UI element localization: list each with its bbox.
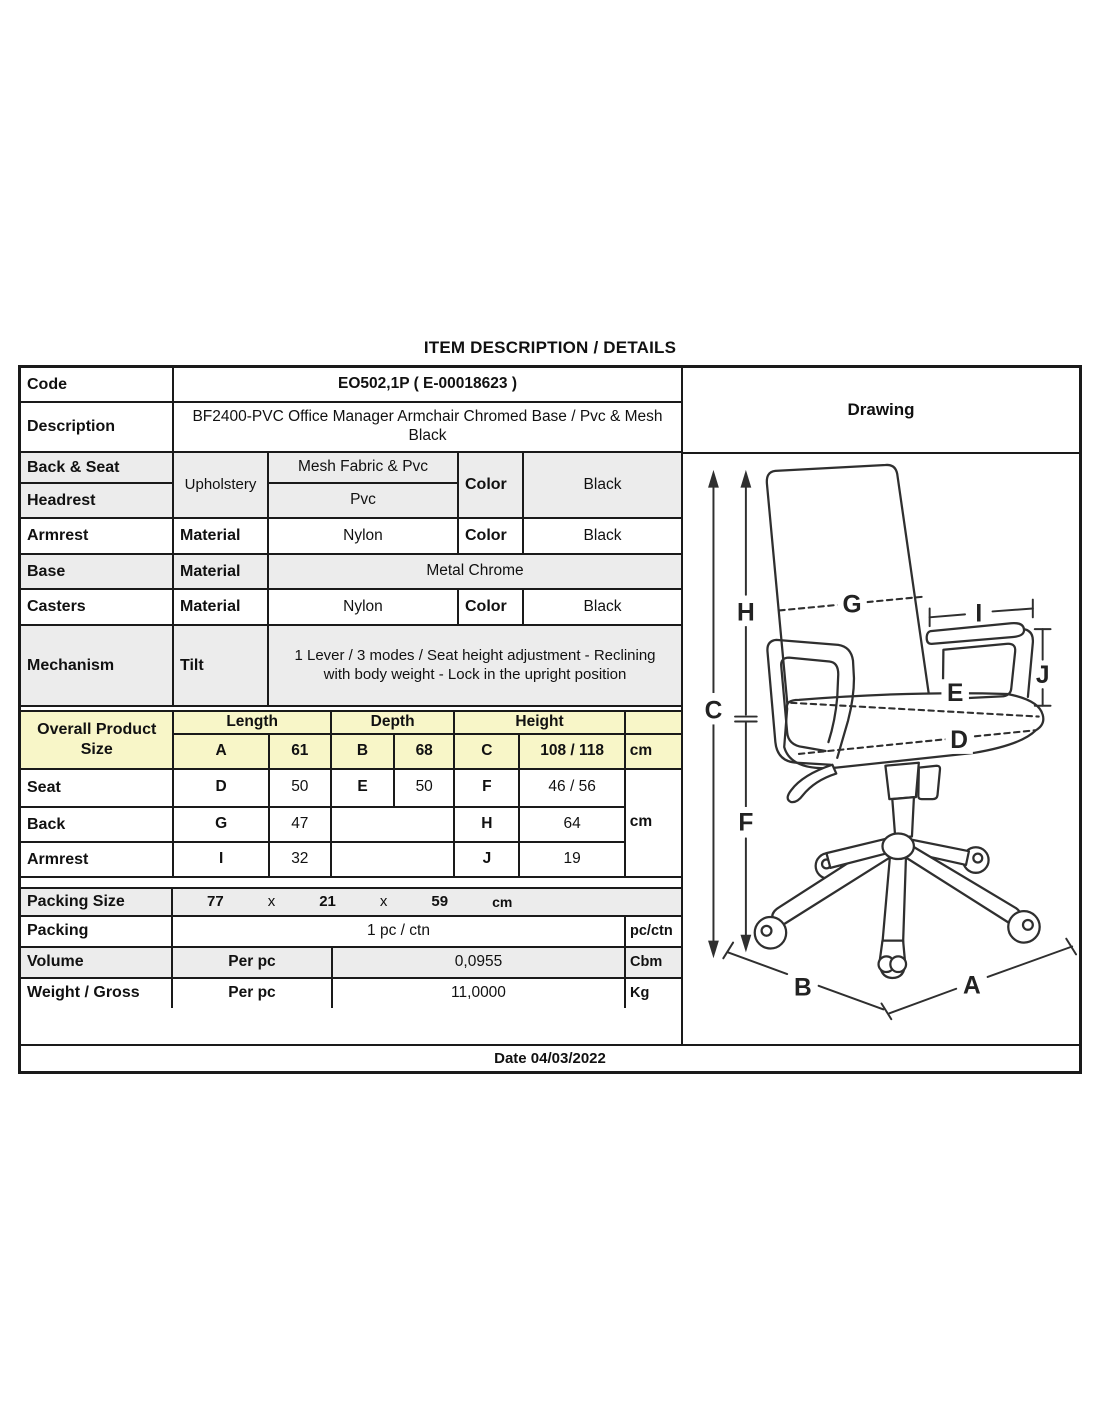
- back-seat-row: [21, 452, 681, 483]
- spec-table: [21, 368, 681, 705]
- size-header-row-1: [21, 712, 681, 734]
- packing-size-v2: 21: [319, 893, 336, 911]
- dim-j-key: J: [454, 842, 519, 876]
- arrow-h-top: [740, 470, 751, 488]
- packing-size-x2: x: [379, 893, 388, 911]
- back-seat-color-value: Black: [523, 452, 681, 518]
- upholstery-label: Upholstery: [173, 452, 268, 518]
- dim-e-key: E: [331, 769, 394, 807]
- packing-size-label: Packing Size: [21, 889, 173, 915]
- dim-label-d: D: [950, 727, 968, 755]
- armrest-color-value: Black: [523, 518, 681, 554]
- weight-unit: Kg: [624, 979, 681, 1008]
- height-header: Height: [454, 712, 625, 734]
- packing-size-v3: 59: [431, 893, 449, 911]
- drawing-header: [683, 368, 1079, 454]
- code-value: EO502,1P ( E-00018623 ): [173, 368, 681, 402]
- spec-left-column: [21, 368, 683, 1044]
- dim-j-value: 19: [519, 842, 624, 876]
- packing-size-values: [173, 889, 681, 915]
- dim-i-value: 32: [269, 842, 331, 876]
- tilt-lever: [788, 765, 837, 802]
- dim-line-b-lower: [819, 986, 884, 1010]
- mechanism-label: Mechanism: [21, 625, 173, 705]
- date-row: Date 04/03/2022: [21, 1044, 1079, 1071]
- mechanism-value: 1 Lever / 3 modes / Seat height adjustment - Reclining with body weight - Lock in the upright position: [268, 625, 681, 705]
- dim-c-key: C: [454, 734, 519, 769]
- volume-per: Per pc: [173, 948, 333, 977]
- chair-drawing: [683, 454, 1079, 1044]
- dim-label-b: B: [794, 974, 812, 1002]
- dim-f-value: 46 / 56: [519, 769, 624, 807]
- dim-b-key: B: [331, 734, 394, 769]
- dim-label-f: F: [738, 809, 754, 837]
- dim-a-key: A: [173, 734, 268, 769]
- tick-a-end: [1066, 939, 1076, 955]
- base-label: Base: [21, 554, 173, 589]
- tick-ab-vertex: [881, 1004, 891, 1020]
- tilt-box: [918, 766, 940, 799]
- packing-size-unit: cm: [492, 893, 513, 910]
- armrest-row: [21, 518, 681, 554]
- weight-per: Per pc: [173, 979, 333, 1008]
- section-gap: [21, 705, 681, 712]
- volume-label: Volume: [21, 948, 173, 977]
- dim-i-key: I: [173, 842, 268, 876]
- code-row: [21, 368, 681, 402]
- headrest-material: Pvc: [268, 483, 458, 518]
- size-table: [21, 712, 681, 876]
- packing-size-row: [21, 889, 681, 915]
- length-header: Length: [173, 712, 330, 734]
- base-leg-front: [882, 852, 906, 942]
- dim-c-value: 108 / 118: [519, 734, 624, 769]
- mechanism-row: [21, 625, 681, 705]
- base-row: [21, 554, 681, 589]
- size-header-corner: [625, 712, 681, 734]
- packing-unit: pc/ctn: [624, 917, 681, 946]
- armrest-size-row: [21, 842, 681, 876]
- dim-label-g: G: [842, 591, 862, 619]
- dim-line-i-right: [993, 608, 1033, 611]
- description-value: BF2400-PVC Office Manager Armchair Chromed Base / Pvc & Mesh Black: [173, 402, 681, 452]
- drawing-column: [683, 368, 1079, 1044]
- weight-row: [21, 977, 681, 1008]
- dim-f-key: F: [454, 769, 519, 807]
- casters-color-label: Color: [458, 589, 523, 625]
- packing-value: 1 pc / ctn: [367, 922, 430, 940]
- seat-size-row: [21, 769, 681, 807]
- dim-h-key: H: [454, 807, 519, 842]
- base-material: Metal Chrome: [268, 554, 681, 589]
- seat-label: Seat: [21, 769, 173, 807]
- drawing-title: Drawing: [847, 400, 915, 419]
- sheet-body: [21, 368, 1079, 1044]
- weight-label: Weight / Gross: [21, 979, 173, 1008]
- spec-sheet: [18, 365, 1082, 1074]
- dim-label-h: H: [737, 599, 755, 627]
- caster-front-wheel-right: [890, 956, 906, 972]
- arrow-f-bottom: [740, 935, 751, 953]
- back-label: Back: [21, 807, 173, 842]
- dim-line-b-upper: [728, 952, 787, 974]
- casters-row: [21, 589, 681, 625]
- arrow-c-top: [708, 470, 719, 488]
- dim-label-e: E: [947, 679, 964, 707]
- casters-color-value: Black: [523, 589, 681, 625]
- size-header-unit: cm: [625, 734, 681, 769]
- mechanism-tilt-label: Tilt: [173, 625, 268, 705]
- back-depth-empty: [331, 807, 454, 842]
- packing-row: [21, 915, 681, 946]
- dim-a-value: 61: [269, 734, 331, 769]
- armrest-label: Armrest: [21, 518, 173, 554]
- armrest-material-label: Material: [173, 518, 268, 554]
- depth-header: Depth: [331, 712, 454, 734]
- base-hub: [882, 834, 913, 860]
- gas-lift-upper: [885, 763, 918, 799]
- armrest-depth-empty: [331, 842, 454, 876]
- headrest-label: Headrest: [21, 483, 173, 518]
- dim-line-a-upper: [988, 947, 1073, 977]
- overall-size-label: Overall Product Size: [21, 712, 173, 769]
- base-material-label: Material: [173, 554, 268, 589]
- packing-size-x1: x: [267, 893, 276, 911]
- code-label: Code: [21, 368, 173, 402]
- description-label: Description: [21, 402, 173, 452]
- volume-row: [21, 946, 681, 977]
- tick-b-start: [723, 943, 733, 959]
- dim-label-a: A: [963, 972, 981, 1000]
- packing-label: Packing: [21, 917, 173, 946]
- casters-material: Nylon: [268, 589, 458, 625]
- armrest-material: Nylon: [268, 518, 458, 554]
- dim-d-key: D: [173, 769, 268, 807]
- section-gap: [21, 876, 681, 889]
- dim-h-value: 64: [519, 807, 624, 842]
- back-seat-material: Mesh Fabric & Pvc: [268, 452, 458, 483]
- chair-drawing-svg: [683, 454, 1079, 1044]
- dim-d-value: 50: [269, 769, 331, 807]
- armrest-color-label: Color: [458, 518, 523, 554]
- dim-g-key: G: [173, 807, 268, 842]
- back-seat-color-label: Color: [458, 452, 523, 518]
- arrow-c-bottom: [708, 941, 719, 959]
- size-body-unit: cm: [625, 769, 681, 876]
- dim-e-value: 50: [394, 769, 454, 807]
- packing-table: [21, 889, 681, 1008]
- page-title: ITEM DESCRIPTION / DETAILS: [423, 338, 677, 357]
- dim-b-value: 68: [394, 734, 454, 769]
- casters-material-label: Material: [173, 589, 268, 625]
- weight-value: 11,0000: [451, 984, 506, 1002]
- back-size-row: [21, 807, 681, 842]
- volume-unit: Cbm: [624, 948, 681, 977]
- right-armrest-outer: [1024, 629, 1033, 697]
- dim-line-i-left: [930, 614, 965, 617]
- description-row: [21, 402, 681, 452]
- dim-label-i: I: [975, 600, 983, 628]
- dim-label-j: J: [1035, 662, 1050, 690]
- dim-g-value: 47: [269, 807, 331, 842]
- armrest-size-label: Armrest: [21, 842, 173, 876]
- packing-size-v1: 77: [207, 893, 224, 911]
- gas-lift-lower: [892, 797, 914, 837]
- back-seat-label: Back & Seat: [21, 452, 173, 483]
- volume-value: 0,0955: [454, 953, 503, 971]
- casters-label: Casters: [21, 589, 173, 625]
- dim-label-c: C: [704, 697, 723, 725]
- dim-line-a-lower: [889, 989, 956, 1014]
